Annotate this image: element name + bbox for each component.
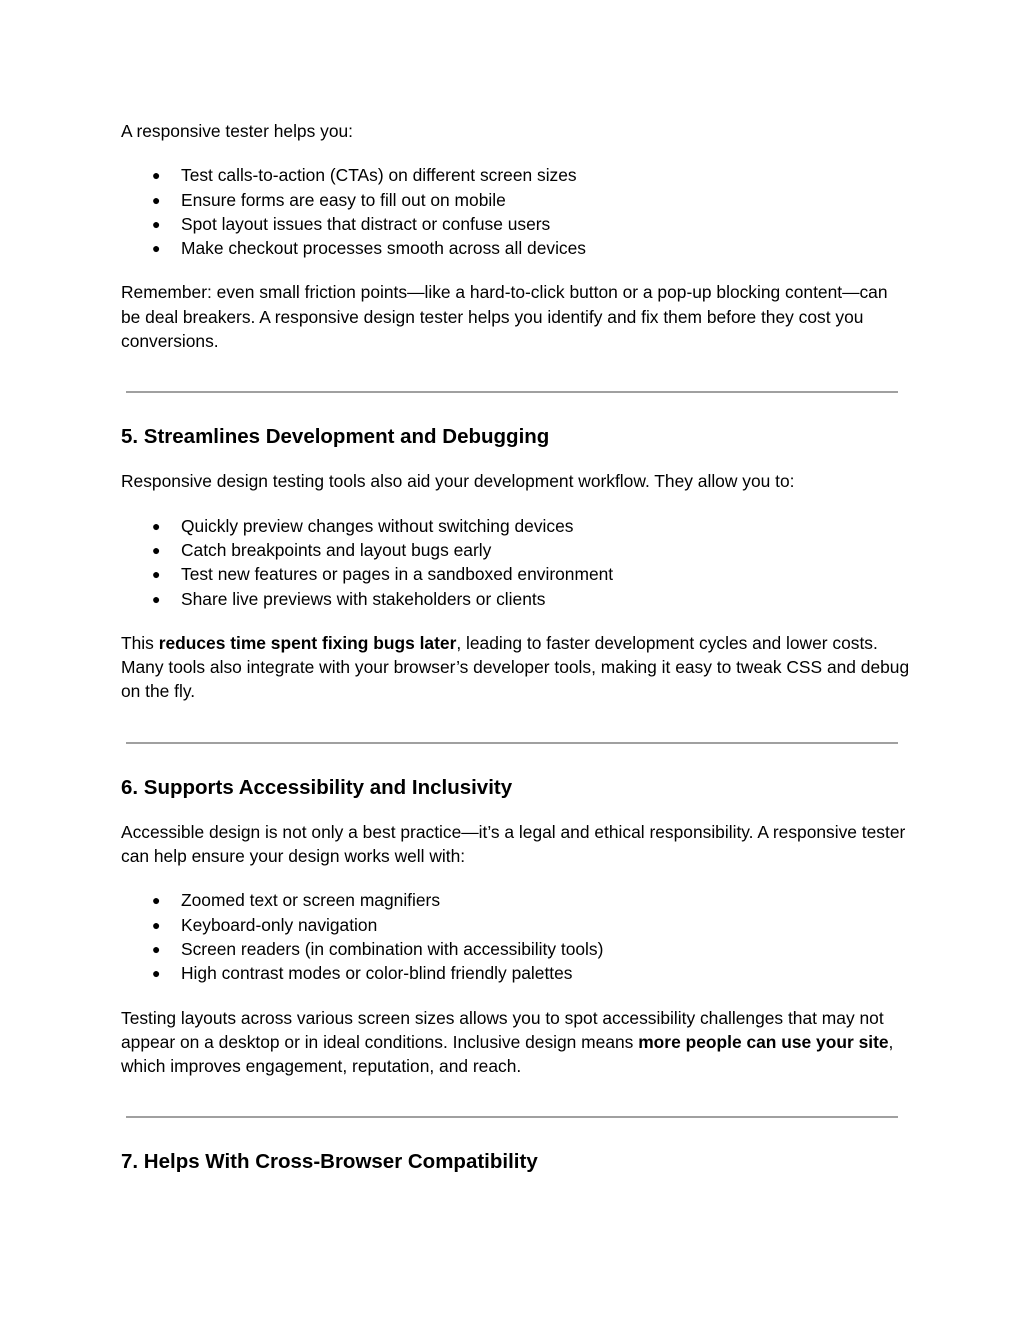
intro-lead: A responsive tester helps you:: [121, 121, 354, 141]
list-item: ● Test new features or pages in a sandboxed environment: [121, 562, 911, 586]
section5-outro-paragraph: This reduces time spent fixing bugs later, leading to faster development cycles and lower costs. Many tools also integrate with your browser’s developer tools, making it easy to tweak CSS and debug on the fly.: [121, 632, 910, 702]
list-item: ● Keyboard-only navigation: [121, 913, 911, 937]
list-item: ● Make checkout processes smooth across all devices: [121, 236, 911, 260]
section5-lead: Responsive design testing tools also aid your development workflow. They allow you to:: [121, 471, 795, 492]
list-item: ● Spot layout issues that distract or confuse users: [121, 212, 911, 236]
section6-emphasis: more people can use your site: [638, 1031, 889, 1052]
section6-outro-paragraph: Testing layouts across various screen sizes allows you to spot accessibility challenges that may not appear on a desktop or in ideal conditions. Inclusive design means more people can use your site, which improves engagement, reputation, and reach.: [121, 1007, 894, 1077]
section6-lead: Accessible design is not only a best practice—it’s a legal and ethical responsibility. A responsive tester can help ensure your design works well with:: [121, 821, 906, 867]
section5-emphasis: reduces time spent fixing bugs later: [158, 632, 457, 653]
section5-bullet-list: [121, 514, 911, 611]
bullet-icon: ●: [152, 892, 161, 909]
section7-heading: 7. Helps With Cross-Browser Compatibility: [121, 1150, 538, 1174]
section5-heading: 5. Streamlines Development and Debugging: [121, 425, 550, 449]
list-item: ● High contrast modes or color-blind friendly palettes: [121, 961, 911, 985]
list-item: ● Share live previews with stakeholders or clients: [121, 587, 911, 611]
bullet-icon: ●: [152, 940, 161, 957]
bullet-icon: ●: [152, 541, 161, 558]
bullet-icon: ●: [152, 240, 161, 257]
list-item: ● Zoomed text or screen magnifiers: [121, 888, 911, 912]
list-item: ● Quickly preview changes without switching devices: [121, 514, 911, 538]
bullet-icon: ●: [152, 965, 161, 982]
list-item: ● Test calls-to-action (CTAs) on different screen sizes: [121, 163, 911, 187]
section6-heading: 6. Supports Accessibility and Inclusivity: [121, 775, 513, 799]
bullet-icon: ●: [152, 590, 161, 607]
intro-bullet-list: [121, 163, 911, 260]
bullet-icon: ●: [152, 167, 161, 184]
intro-remember-paragraph: Remember: even small friction points—like a hard-to-click button or a pop-up blocking content—can be deal breakers. A responsive design tester helps you identify and fix them before they cost you conversions.: [121, 282, 888, 352]
bullet-icon: ●: [152, 517, 161, 534]
list-item: ● Catch breakpoints and layout bugs early: [121, 538, 911, 562]
document-page: [121, 119, 911, 1176]
bullet-icon: ●: [152, 566, 161, 583]
list-item: ● Screen readers (in combination with accessibility tools): [121, 937, 911, 961]
bullet-icon: ●: [152, 215, 161, 232]
list-item: ● Ensure forms are easy to fill out on mobile: [121, 188, 911, 212]
bullet-icon: ●: [152, 916, 161, 933]
bullet-icon: ●: [152, 191, 161, 208]
section6-bullet-list: [121, 888, 911, 985]
